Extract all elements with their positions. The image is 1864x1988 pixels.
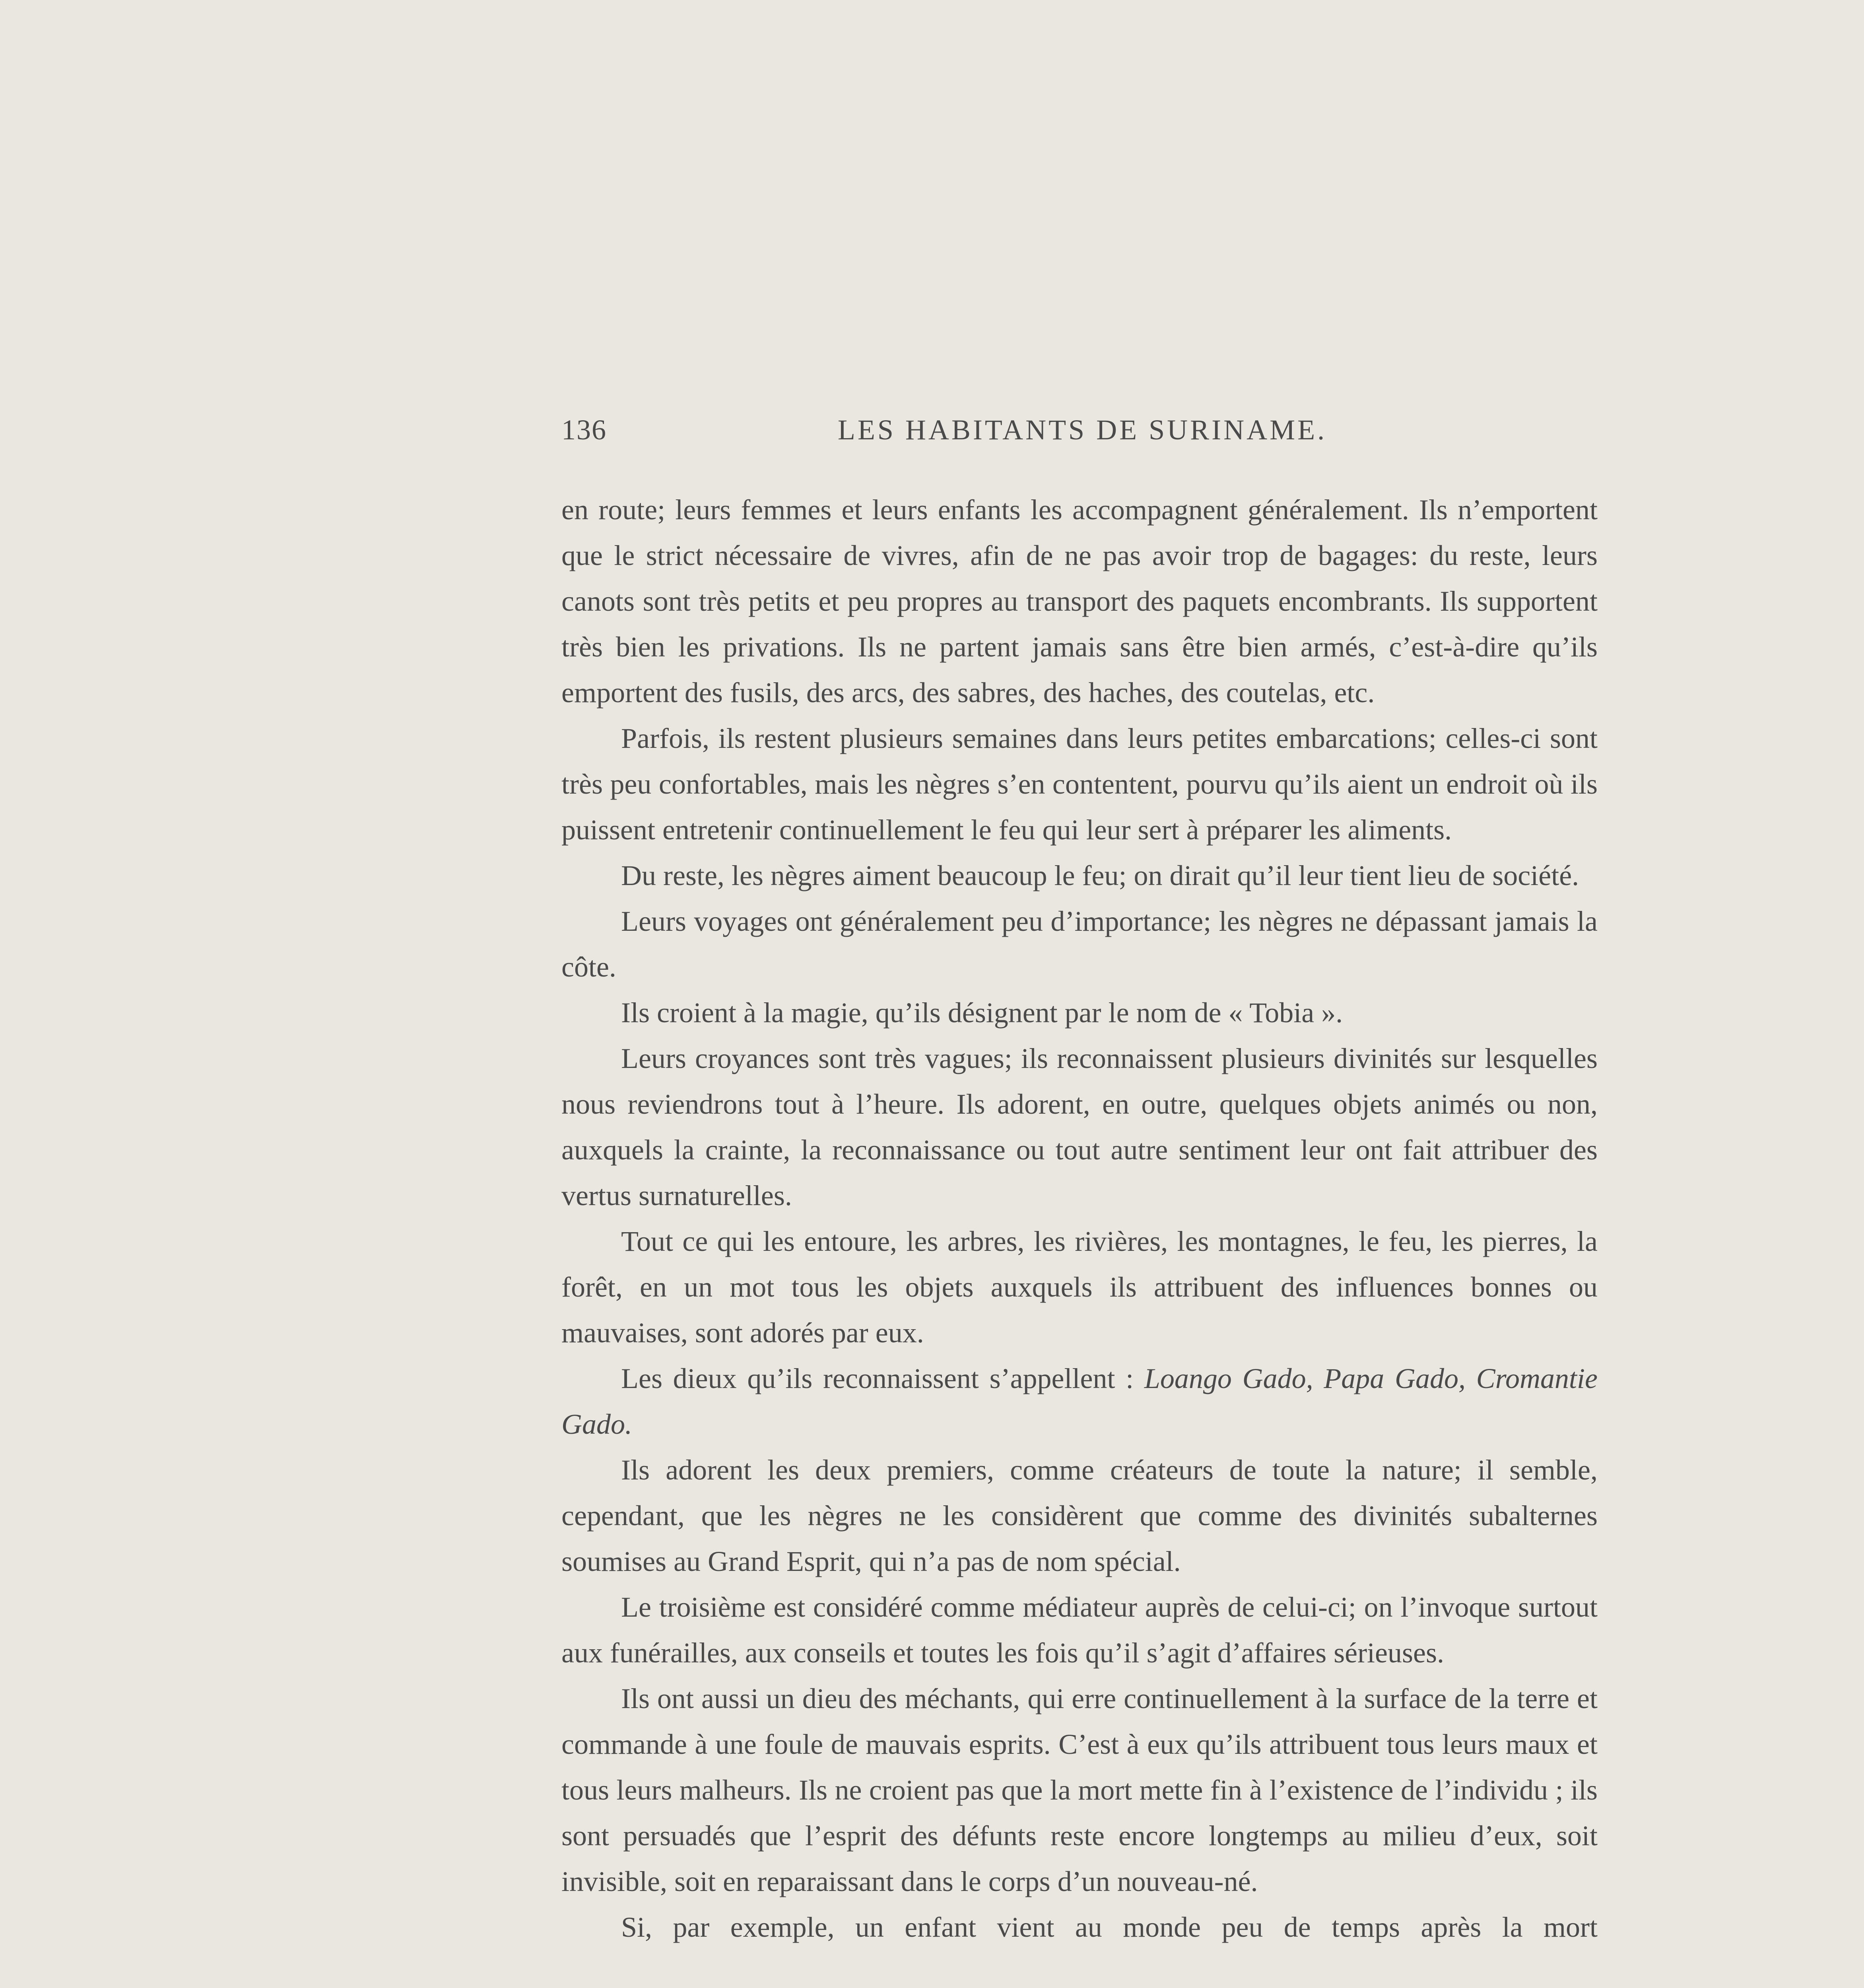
paragraph-12: Si, par exemple, un enfant vient au monde peu de temps après la mort — [621, 1911, 1598, 1943]
page-header — [561, 414, 1603, 457]
body-text — [561, 487, 1598, 1950]
paragraph-4: Leurs voyages ont généralement peu d’importance; les nègres ne dépassant jamais la côte. — [561, 905, 1598, 983]
paragraph-11: Ils ont aussi un dieu des méchants, qui erre continuellement à la surface de la terre et commande à une foule de mauvais esprits. C’est à eux qu’ils attribuent tous leurs maux et tous leurs malheurs. Ils ne croient pas que la mort mette fin à l’existence de l’individu ; ils sont persuadés que l’esprit des défunts reste encore longtemps au milieu d’eux, soit invisible, soit en reparaissant dans le corps d’un nouveau-né. — [561, 1683, 1598, 1897]
paragraph-9: Ils adorent les deux premiers, comme créateurs de toute la nature; il semble, cependant, que les nègres ne les considèrent que comme des divinités subalternes soumises au Grand Esprit, qui n’a pas de nom spécial. — [561, 1454, 1598, 1577]
running-title: LES HABITANTS DE SURINAME. — [837, 414, 1327, 446]
paragraph-2: Parfois, ils restent plusieurs semaines dans leurs petites embarcations; celles-ci sont très peu confortables, mais les nègres s’en contentent, pourvu qu’ils aient un endroit où ils puissent entretenir continuellement le feu qui leur sert à préparer les aliments. — [561, 722, 1598, 846]
paragraph-8: Les dieux qu’ils reconnaissent s’appellent : Loango Gado, Papa Gado, Cromantie Gado. — [561, 1363, 1598, 1440]
paragraph-10: Le troisième est considéré comme médiateur auprès de celui-ci; on l’invoque surtout aux funérailles, aux conseils et toutes les fois qu’il s’agit d’affaires sérieuses. — [561, 1591, 1598, 1669]
paragraph-5: Ils croient à la magie, qu’ils désignent par le nom de « Tobia ». — [621, 997, 1343, 1029]
page-number: 136 — [561, 414, 607, 446]
gods-names: Loango Gado, Papa Gado, Cromantie Gado. — [561, 1363, 1598, 1440]
paragraph-1: en route; leurs femmes et leurs enfants les accompagnent généralement. Ils n’emportent que le strict nécessaire de vivres, afin de ne pas avoir trop de bagages: du reste, leurs canots sont très petits et peu propres au transport des paquets encombrants. Ils supportent très bien les privations. Ils ne partent jamais sans être bien armés, c’est-à-dire qu’ils emportent des fusils, des arcs, des sabres, des haches, des coutelas, etc. — [561, 494, 1598, 709]
paragraph-6: Leurs croyances sont très vagues; ils reconnaissent plusieurs divinités sur lesquelles nous reviendrons tout à l’heure. Ils adorent, en outre, quelques objets animés ou non, auxquels la crainte, la reconnaissance ou tout autre sentiment leur ont fait attribuer des vertus surnaturelles. — [561, 1043, 1598, 1211]
paragraph-7: Tout ce qui les entoure, les arbres, les rivières, les montagnes, le feu, les pierres, la forêt, en un mot tous les objets auxquels ils attribuent des influences bonnes ou mauvaises, sont adorés par eux. — [561, 1225, 1598, 1349]
paragraph-3: Du reste, les nègres aiment beaucoup le feu; on dirait qu’il leur tient lieu de société. — [621, 860, 1579, 891]
